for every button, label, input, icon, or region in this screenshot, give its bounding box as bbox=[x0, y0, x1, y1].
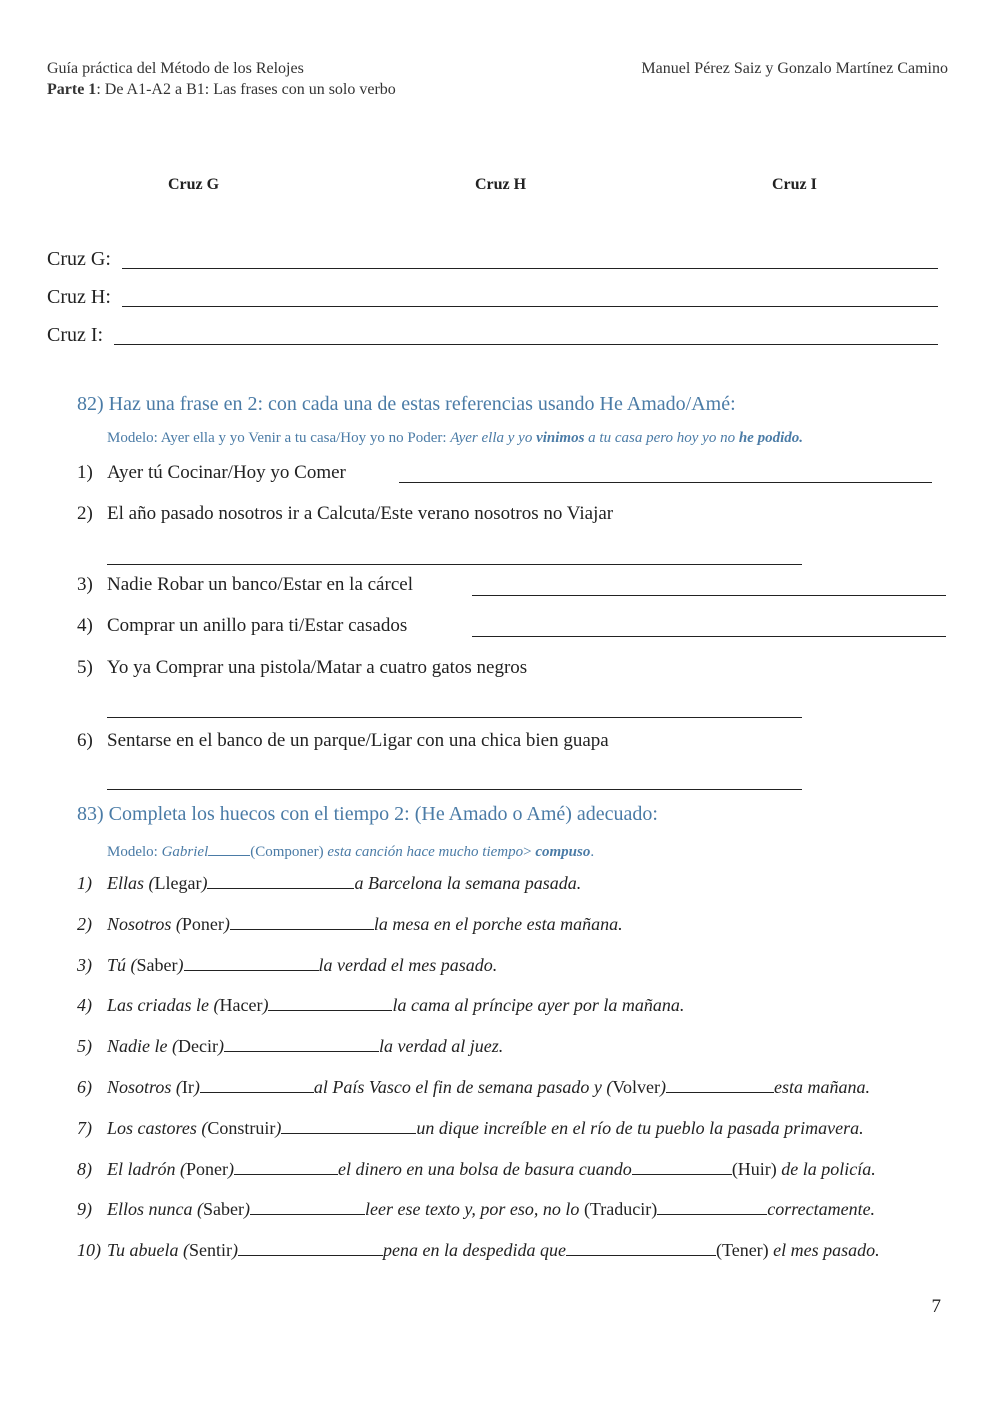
ex83-item-5 bbox=[77, 1035, 503, 1057]
ex83-model bbox=[107, 841, 594, 861]
ex83-blank-2[interactable] bbox=[666, 1076, 774, 1093]
ex83-blank[interactable] bbox=[230, 913, 374, 930]
item-paren: ) bbox=[275, 1118, 282, 1138]
ex83-blank[interactable] bbox=[207, 872, 354, 889]
ex82-title-text: Haz una frase en 2: con cada una de estas referencias usando He Amado/Amé: bbox=[108, 393, 736, 415]
header-part-text: : De A1-A2 a B1: Las frases con un solo verbo bbox=[96, 81, 396, 98]
ex83-item-3 bbox=[77, 954, 497, 976]
item-subject: Ellas ( bbox=[107, 873, 155, 893]
item-end: correctamente. bbox=[767, 1199, 876, 1219]
item-end: esta mañana. bbox=[774, 1077, 870, 1097]
item-subject: Nosotros ( bbox=[107, 1077, 182, 1097]
ex82-answer-line-2[interactable] bbox=[107, 564, 802, 565]
item-verb: Decir bbox=[177, 1036, 218, 1056]
ex82-item-3 bbox=[77, 574, 413, 596]
item-rest: la verdad el mes pasado. bbox=[318, 955, 498, 975]
ex83-title-text: Completa los huecos con el tiempo 2: (He Amado o Amé) adecuado: bbox=[108, 803, 658, 825]
ex83-item-2 bbox=[77, 913, 623, 935]
ex83-blank[interactable] bbox=[250, 1198, 365, 1215]
item-number: 1) bbox=[77, 462, 93, 483]
ex83-blank-2[interactable] bbox=[657, 1198, 767, 1215]
item-verb-2: Volver bbox=[612, 1077, 660, 1097]
item-paren: ) bbox=[262, 995, 269, 1015]
ex82-item-4 bbox=[77, 615, 407, 637]
item-verb: Llegar bbox=[154, 873, 202, 893]
ex83-item-1 bbox=[77, 872, 581, 894]
item-subject: Tu abuela ( bbox=[107, 1240, 190, 1260]
cross-field-h-label: Cruz H: bbox=[47, 286, 111, 308]
header-authors: Manuel Pérez Saiz y Gonzalo Martínez Camino bbox=[641, 60, 948, 77]
item-paren: ) bbox=[201, 873, 208, 893]
item-number: 6) bbox=[77, 730, 93, 751]
header-title: Guía práctica del Método de los Relojes bbox=[47, 60, 304, 77]
cross-field-g-line[interactable] bbox=[122, 268, 938, 269]
item-rest: a Barcelona la semana pasada. bbox=[354, 873, 582, 893]
item-paren: ) bbox=[243, 1199, 250, 1219]
ex82-item-1 bbox=[77, 462, 346, 484]
ex83-item-6 bbox=[77, 1076, 870, 1098]
item-verb-2: (Tener) bbox=[715, 1240, 769, 1260]
ex83-blank[interactable] bbox=[234, 1158, 338, 1175]
ex83-blank-2[interactable] bbox=[566, 1239, 716, 1256]
item-number: 6) bbox=[77, 1077, 92, 1097]
ex82-answer-line-3[interactable] bbox=[472, 595, 946, 596]
ex82-model bbox=[107, 430, 803, 447]
ex83-blank[interactable] bbox=[238, 1239, 383, 1256]
item-end: el mes pasado. bbox=[768, 1240, 880, 1260]
cross-label-g: Cruz G bbox=[168, 176, 220, 193]
page-number: 7 bbox=[931, 1296, 941, 1317]
item-paren: ) bbox=[232, 1240, 239, 1260]
ex82-answer-line-6[interactable] bbox=[107, 789, 802, 790]
item-end: de la policía. bbox=[776, 1159, 876, 1179]
ex82-answer-line-5[interactable] bbox=[107, 717, 802, 718]
ex83-model-arrow: > bbox=[523, 844, 532, 860]
ex83-model-label: Modelo: bbox=[107, 844, 162, 860]
item-number: 9) bbox=[77, 1199, 92, 1219]
item-subject: Nadie le ( bbox=[107, 1036, 178, 1056]
ex82-title bbox=[77, 393, 736, 416]
item-subject: El ladrón ( bbox=[107, 1159, 186, 1179]
ex83-blank[interactable] bbox=[184, 954, 319, 971]
item-verb: Hacer bbox=[219, 995, 263, 1015]
header-subtitle bbox=[47, 81, 396, 99]
item-subject: Ellos nunca ( bbox=[107, 1199, 203, 1219]
item-rest: pena en la despedida que bbox=[383, 1240, 566, 1260]
item-subject: Las criadas le ( bbox=[107, 995, 220, 1015]
cross-field-h-line[interactable] bbox=[122, 306, 938, 307]
item-number: 7) bbox=[77, 1118, 92, 1138]
item-number: 10) bbox=[77, 1240, 101, 1260]
item-verb: Sentir bbox=[189, 1240, 233, 1260]
ex83-blank[interactable] bbox=[200, 1076, 314, 1093]
item-paren: ) bbox=[217, 1036, 224, 1056]
item-verb: Poner bbox=[186, 1159, 228, 1179]
ex82-answer-line-1[interactable] bbox=[399, 482, 932, 483]
ex83-model-rest: esta canción hace mucho tiempo bbox=[323, 844, 524, 860]
item-text: Comprar un anillo para ti/Estar casados bbox=[107, 615, 408, 636]
cross-label-h: Cruz H bbox=[475, 176, 527, 193]
ex83-model-verb: (Componer) bbox=[250, 844, 324, 860]
item-number: 3) bbox=[77, 574, 93, 595]
item-verb-2: (Huir) bbox=[731, 1159, 777, 1179]
ex82-item-5 bbox=[77, 657, 527, 679]
cross-field-i-line[interactable] bbox=[114, 344, 938, 345]
cross-field-i-label: Cruz I: bbox=[47, 324, 104, 346]
ex83-blank[interactable] bbox=[224, 1035, 379, 1052]
item-rest: el dinero en una bolsa de basura cuando bbox=[338, 1159, 632, 1179]
item-verb: Poner bbox=[181, 914, 224, 934]
item-subject: Nosotros ( bbox=[107, 914, 182, 934]
cross-label-i: Cruz I bbox=[772, 176, 817, 193]
ex83-item-4 bbox=[77, 994, 684, 1016]
item-rest: la verdad al juez. bbox=[378, 1036, 504, 1056]
item-text: Nadie Robar un banco/Estar en la cárcel bbox=[107, 574, 413, 595]
header-part-label: Parte 1 bbox=[47, 81, 97, 98]
item-subject: Los castores ( bbox=[107, 1118, 208, 1138]
ex83-model-end: . bbox=[590, 844, 595, 860]
item-text: Sentarse en el banco de un parque/Ligar con una chica bien guapa bbox=[107, 730, 609, 751]
ex82-model-c: a tu casa pero hoy yo no bbox=[584, 430, 739, 446]
ex82-item-6 bbox=[77, 730, 609, 752]
ex83-blank[interactable] bbox=[268, 994, 392, 1011]
ex83-item-7 bbox=[77, 1117, 864, 1139]
item-text: El año pasado nosotros ir a Calcuta/Este verano nosotros no Viajar bbox=[107, 503, 614, 524]
item-paren: ) bbox=[177, 955, 184, 975]
item-rest: leer ese texto y, por eso, no lo bbox=[364, 1199, 584, 1219]
ex83-item-8 bbox=[77, 1158, 876, 1180]
item-rest: la mesa en el porche esta mañana. bbox=[373, 914, 623, 934]
item-number: 1) bbox=[77, 873, 92, 893]
item-verb: Construir bbox=[207, 1118, 276, 1138]
item-rest: la cama al príncipe ayer por la mañana. bbox=[392, 995, 685, 1015]
ex82-number: 82) bbox=[77, 393, 104, 415]
item-number: 5) bbox=[77, 1036, 92, 1056]
item-number: 2) bbox=[77, 914, 92, 934]
ex83-blank-2[interactable] bbox=[632, 1158, 732, 1175]
item-paren: ) bbox=[228, 1159, 234, 1179]
item-subject: Tú ( bbox=[107, 955, 137, 975]
ex82-model-a: Ayer ella y yo bbox=[450, 430, 537, 446]
item-text: Ayer tú Cocinar/Hoy yo Comer bbox=[107, 462, 346, 483]
item-number: 2) bbox=[77, 503, 93, 524]
item-verb: Ir bbox=[181, 1077, 194, 1097]
ex83-title bbox=[77, 803, 658, 826]
ex83-model-blank bbox=[208, 841, 250, 856]
ex82-model-b: vinimos bbox=[536, 430, 585, 446]
ex83-model-subject: Gabriel bbox=[161, 844, 209, 860]
item-number: 4) bbox=[77, 615, 93, 636]
item-number: 3) bbox=[77, 955, 92, 975]
ex83-model-answer: compuso bbox=[535, 844, 591, 860]
item-verb: Saber bbox=[136, 955, 178, 975]
item-number: 5) bbox=[77, 657, 93, 678]
item-rest: al País Vasco el fin de semana pasado y ( bbox=[313, 1077, 613, 1097]
item-number: 8) bbox=[77, 1159, 92, 1179]
item-paren-2: ) bbox=[660, 1077, 666, 1097]
item-verb-2: (Traducir) bbox=[583, 1199, 658, 1219]
ex82-item-2 bbox=[77, 503, 613, 525]
ex83-item-9 bbox=[77, 1198, 875, 1220]
ex82-model-d: he podido. bbox=[738, 430, 804, 446]
item-paren: ) bbox=[193, 1077, 200, 1097]
ex82-answer-line-4[interactable] bbox=[472, 636, 946, 637]
ex83-item-10 bbox=[77, 1239, 880, 1261]
ex82-model-prefix: Modelo: Ayer ella y yo Venir a tu casa/Hoy yo no Poder: bbox=[107, 430, 451, 446]
ex83-blank[interactable] bbox=[281, 1117, 416, 1134]
item-paren: ) bbox=[223, 914, 230, 934]
ex83-number: 83) bbox=[77, 803, 104, 825]
item-text: Yo ya Comprar una pistola/Matar a cuatro gatos negros bbox=[107, 657, 528, 678]
item-verb: Saber bbox=[203, 1199, 244, 1219]
item-number: 4) bbox=[77, 995, 92, 1015]
cross-field-g-label: Cruz G: bbox=[47, 248, 111, 270]
item-rest: un dique increíble en el río de tu pueblo la pasada primavera. bbox=[416, 1118, 864, 1138]
